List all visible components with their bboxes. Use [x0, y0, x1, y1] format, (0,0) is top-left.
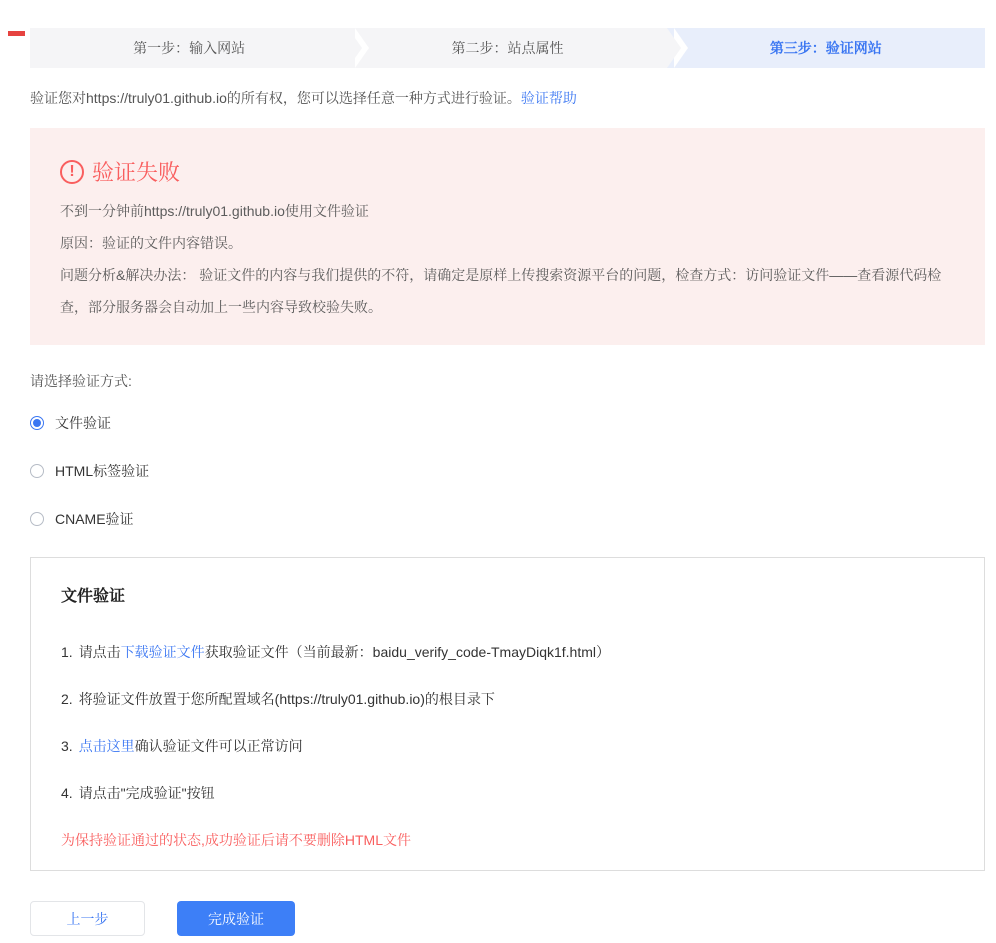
step-number: 1.	[61, 644, 73, 660]
step-text: 请点击"完成验证"按钮	[78, 785, 215, 801]
choose-method-label: 请选择验证方式:	[30, 373, 132, 389]
verify-method-radio-group	[30, 413, 985, 529]
step-wizard	[30, 28, 985, 68]
radio-option-label: HTML标签验证	[55, 463, 150, 479]
error-title: 验证失败	[92, 160, 181, 185]
radio-unchecked-icon[interactable]	[30, 464, 44, 478]
error-line-time: 不到一分钟前https://truly01.github.io使用文件验证	[60, 203, 369, 219]
radio-option-cname-verify[interactable]	[30, 509, 985, 529]
step-text: 确认验证文件可以正常访问	[134, 738, 303, 754]
keep-file-warning: 为保持验证通过的状态,成功验证后请不要删除HTML文件	[61, 832, 411, 848]
error-header	[60, 156, 955, 187]
step-2-site-properties	[348, 28, 666, 68]
footer-actions	[30, 901, 985, 936]
panel-step-3	[61, 736, 954, 756]
step-number: 4.	[61, 785, 73, 801]
step-1-enter-site	[30, 28, 348, 68]
radio-option-file-verify[interactable]	[30, 413, 985, 433]
main-content	[30, 28, 985, 936]
radio-unchecked-icon[interactable]	[30, 512, 44, 526]
error-line-analysis: 问题分析&解决办法： 验证文件的内容与我们提供的不符，请确定是原样上传搜索资源平台的问题，检查方式：访问验证文件——查看源代码检查，部分服务器会自动加上一些内容导致校验失败。	[60, 267, 942, 315]
verify-help-link[interactable]: 验证帮助	[520, 90, 577, 106]
step-2-label: 第二步：站点属性	[451, 40, 564, 56]
step-text: 将验证文件放置于您所配置域名(https://truly01.github.io)的根目录下	[78, 691, 495, 707]
radio-option-label: 文件验证	[55, 415, 111, 431]
step-text: 获取验证文件（当前最新：baidu_verify_code-TmayDiqk1f.html）	[204, 644, 611, 660]
step-1-label: 第一步：输入网站	[133, 40, 246, 56]
click-here-link[interactable]: 点击这里	[78, 738, 135, 754]
download-verify-file-link[interactable]: 下载验证文件	[120, 644, 205, 660]
panel-step-4	[61, 783, 954, 803]
verify-failed-panel	[30, 128, 985, 345]
finish-verify-button[interactable]: 完成验证	[177, 901, 295, 936]
exclamation-circle-icon: !	[60, 160, 84, 184]
intro-line	[30, 88, 985, 108]
top-left-marker	[8, 31, 25, 36]
radio-option-html-tag-verify[interactable]	[30, 461, 985, 481]
step-text: 请点击	[78, 644, 121, 660]
step-number: 2.	[61, 691, 73, 707]
radio-option-label: CNAME验证	[55, 511, 134, 527]
intro-text: 验证您对https://truly01.github.io的所有权，您可以选择任意一种方式进行验证。	[30, 90, 521, 106]
radio-checked-icon[interactable]	[30, 416, 44, 430]
panel-title: 文件验证	[61, 588, 126, 605]
error-line-reason: 原因：验证的文件内容错误。	[60, 235, 242, 251]
panel-step-2	[61, 689, 954, 709]
step-number: 3.	[61, 738, 73, 754]
step-3-label: 第三步：验证网站	[769, 40, 882, 56]
panel-step-1	[61, 642, 954, 662]
prev-step-button[interactable]: 上一步	[30, 901, 145, 936]
panel-step-list	[61, 642, 954, 803]
step-3-verify-site	[667, 28, 985, 68]
file-verify-panel	[30, 557, 985, 871]
